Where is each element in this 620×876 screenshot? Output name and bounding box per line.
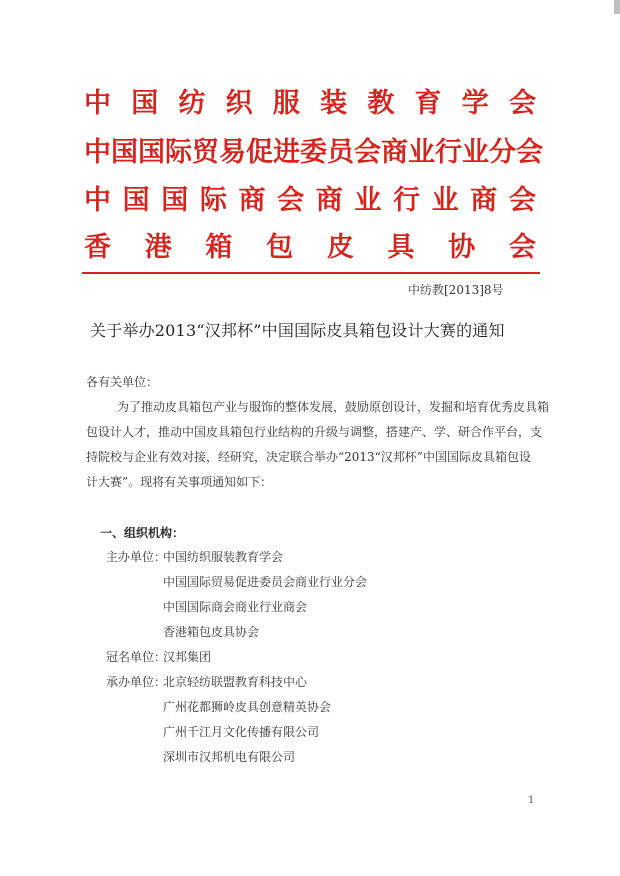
letterhead-char: 港 — [144, 232, 172, 263]
letterhead-char: 易 — [219, 137, 246, 168]
intro-paragraph-line: 包设计人才，推动中国皮具箱包行业结构的升级与调整，搭建产、学、研合作平台，支 — [86, 425, 543, 439]
letterhead-char: 贸 — [192, 137, 219, 168]
letterhead-char: 会 — [354, 137, 381, 168]
letterhead-org-1 — [84, 88, 536, 120]
title-sponsor: 汉邦集团 — [163, 650, 212, 664]
letterhead-char: 委 — [300, 137, 327, 168]
organizer-org: 广州花都狮岭皮具创意精英协会 — [163, 700, 332, 714]
letterhead-char: 进 — [273, 137, 300, 168]
letterhead-char: 皮 — [326, 232, 354, 263]
intro-paragraph-line: 计大赛”。现将有关事项通知如下： — [86, 475, 273, 489]
letterhead-char: 会 — [277, 185, 305, 216]
letterhead-char: 会 — [508, 185, 536, 216]
letterhead-char: 协 — [448, 232, 476, 263]
letterhead-char: 行 — [435, 137, 462, 168]
letterhead-char: 箱 — [205, 232, 233, 263]
letterhead-char: 会 — [516, 137, 543, 168]
host-org: 香港箱包皮具协会 — [163, 625, 260, 639]
letterhead-char: 国 — [161, 185, 189, 216]
letterhead-char: 际 — [199, 185, 227, 216]
letterhead-char: 商 — [238, 185, 266, 216]
organizer-org: 广州千江月文化传播有限公司 — [163, 725, 320, 739]
letterhead-char: 纺 — [178, 88, 206, 119]
title-sponsor-label: 冠名单位： — [106, 650, 167, 664]
organizer-org: 北京轻纺联盟教育科技中心 — [163, 675, 308, 689]
letterhead-char: 育 — [414, 88, 442, 119]
organizer-label: 承办单位： — [106, 675, 167, 689]
host-org: 中国国际商会商业行业商会 — [163, 600, 308, 614]
host-org: 中国纺织服装教育学会 — [163, 550, 284, 564]
letterhead-char: 业 — [431, 185, 459, 216]
letterhead-char: 商 — [470, 185, 498, 216]
letterhead-char: 商 — [381, 137, 408, 168]
letterhead-char: 中 — [84, 137, 111, 168]
letterhead-char: 香 — [84, 232, 111, 263]
letterhead-divider — [82, 272, 540, 274]
letterhead-char: 会 — [508, 232, 536, 263]
host-org: 中国国际贸易促进委员会商业行业分会 — [163, 575, 368, 589]
letterhead-char: 商 — [315, 185, 343, 216]
page-number: 1 — [528, 795, 535, 806]
letterhead-char: 包 — [266, 232, 294, 263]
letterhead-char: 员 — [327, 137, 354, 168]
letterhead-org-2 — [84, 137, 543, 169]
host-label: 主办单位： — [106, 550, 167, 564]
letterhead-char: 分 — [489, 137, 516, 168]
letterhead-char: 业 — [408, 137, 435, 168]
letterhead-char: 业 — [354, 185, 382, 216]
letterhead-char: 国 — [131, 88, 159, 119]
organizer-org: 深圳市汉邦机电有限公司 — [163, 750, 296, 764]
letterhead-char: 国 — [111, 137, 138, 168]
document-number: 中纺教[2013]8号 — [408, 283, 504, 297]
letterhead-char: 会 — [508, 88, 536, 119]
letterhead-char: 中 — [84, 185, 111, 216]
intro-paragraph-line: 为了推动皮具箱包产业与服饰的整体发展，鼓励原创设计，发掘和培育优秀皮具箱 — [117, 400, 550, 414]
document-title: 关于举办2013“汉邦杯”中国国际皮具箱包设计大赛的通知 — [90, 321, 505, 340]
letterhead-char: 装 — [320, 88, 348, 119]
letterhead-char: 教 — [367, 88, 395, 119]
letterhead-char: 国 — [122, 185, 150, 216]
letterhead-char: 具 — [387, 232, 415, 263]
letterhead-char: 服 — [272, 88, 300, 119]
scan-page-edge — [614, 0, 620, 14]
letterhead-char: 业 — [462, 137, 489, 168]
letterhead-org-4 — [84, 232, 536, 264]
salutation: 各有关单位： — [86, 375, 159, 389]
letterhead-char: 学 — [461, 88, 489, 119]
letterhead-char: 中 — [84, 88, 111, 119]
letterhead-char: 国 — [138, 137, 165, 168]
letterhead-char: 行 — [393, 185, 420, 216]
letterhead-char: 际 — [165, 137, 192, 168]
intro-paragraph-line: 持院校与企业有效对接，经研究，决定联合举办“2013“汉邦杯”中国国际皮具箱包设 — [86, 450, 531, 464]
letterhead-char: 促 — [246, 137, 273, 168]
letterhead-char: 织 — [225, 88, 253, 119]
section-heading-organization: 一、组织机构： — [100, 526, 185, 540]
letterhead-org-3 — [84, 185, 536, 217]
